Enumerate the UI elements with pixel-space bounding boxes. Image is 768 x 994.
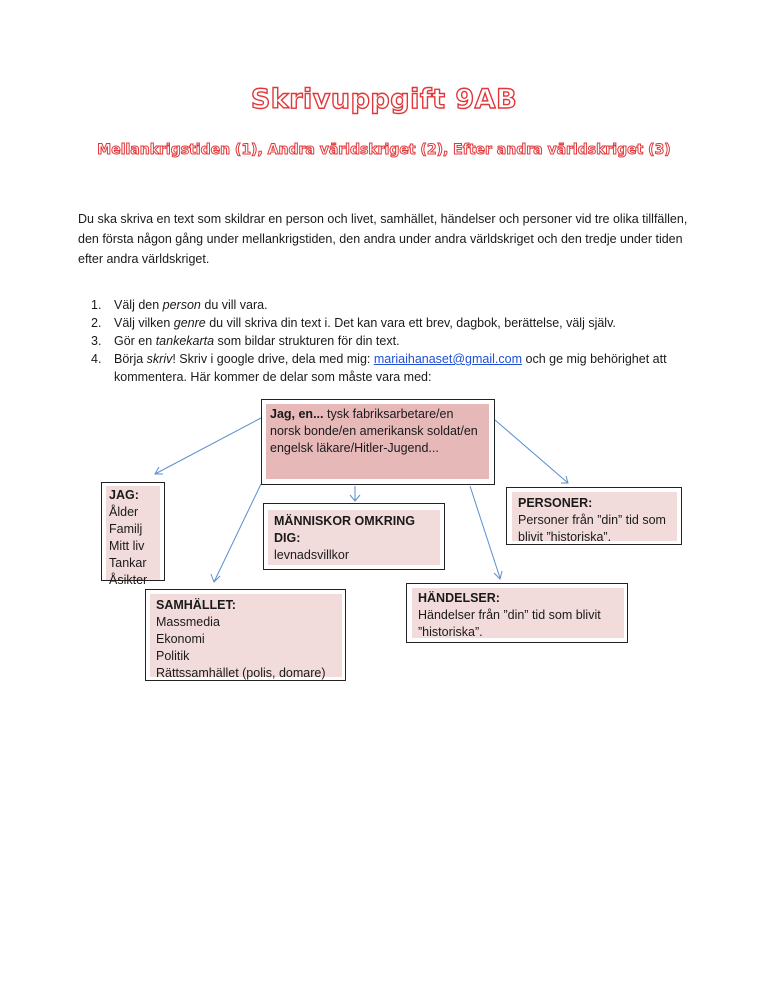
handelser-box [406,583,628,643]
arrowhead [494,571,502,579]
step-emphasis: genre [173,316,206,330]
step-number: 1. [91,298,102,312]
step-number: 4. [91,352,102,366]
arrow-to-samhallet [214,484,261,582]
manniskor-box-content [268,510,440,565]
arrowhead [561,476,568,483]
step-text: Välj den [114,298,163,312]
step-emphasis: person [162,298,201,312]
arrow-to-jag [155,418,261,474]
intro-paragraph: Du ska skriva en text som skildrar en person och livet, samhället, händelser och personer vid tre olika tillfällen, den första någon gång under mellankrigstiden, den andra under andra världskriget och den tredje under tiden efter andra världskriget. [78,212,688,266]
samhallet-box-content [150,594,342,680]
step-emphasis: tankekarta [155,334,215,348]
handelser-box-content [412,588,624,638]
list-item [78,332,688,350]
list-item [78,350,688,386]
arrow-to-handelser [470,486,500,578]
manniskor-box-text: levnadsvillkor [274,548,350,562]
step-number: 3. [91,334,102,348]
personer-box-content [512,492,677,544]
center-box-content [266,404,489,479]
step-text: du vill skriva din text i. Det kan vara ett brev, dagbok, berättelse, välj själv. [205,316,616,330]
list-item: Ekonomi [156,632,205,646]
step-text: som bildar strukturen för din text. [214,334,400,348]
samhallet-box [145,589,346,681]
arrowhead [155,467,163,474]
step-number: 2. [91,316,102,330]
list-item: Åsikter [109,573,148,587]
handelser-box-heading: HÄNDELSER: [418,591,500,605]
arrowhead [211,574,220,582]
steps-list [78,296,688,386]
jag-box-content [106,486,160,587]
list-item [78,314,688,332]
list-item: Familj [109,522,143,536]
list-item: Tankar [109,556,147,570]
email-link[interactable]: mariaihanaset@gmail.com [373,352,523,366]
step-emphasis: skriv [146,352,173,366]
page-subtitle: Mellankrigstiden (1), Andra världskriget (2), Efter andra världskriget (3) [97,142,671,158]
handelser-box-text: Händelser från ”din” tid som blivit ”historiska”. [418,608,601,639]
personer-box-heading: PERSONER: [518,496,593,510]
list-item: Massmedia [156,615,220,629]
jag-box [101,482,165,587]
samhallet-box-heading: SAMHÄLLET: [156,598,236,612]
manniskor-box [263,503,445,570]
list-item: Ålder [109,505,139,519]
personer-box [506,487,682,545]
arrow-to-personer [495,420,568,483]
step-text: du vill vara. [200,298,268,312]
center-box-heading: Jag, en... [270,407,324,421]
list-item: Mitt liv [109,539,145,553]
step-text: och ge mig behörighet att kommentera. Här kommer de delar som måste vara med: [114,352,667,384]
personer-box-text: Personer från ”din” tid som blivit ”historiska”. [518,513,666,544]
arrowhead [350,495,360,501]
manniskor-box-heading-line2: DIG: [274,531,301,545]
center-box [261,399,495,485]
jag-box-heading: JAG: [109,488,139,502]
step-text: Välj vilken [114,316,174,330]
page-title: Skrivuppgift 9AB [250,84,518,115]
center-box-text: tysk fabriksarbetare/en norsk bonde/en amerikansk soldat/en engelsk läkare/Hitler-Jugend... [270,407,478,455]
list-item [78,296,688,314]
list-item: Rättssamhället (polis, domare) [156,666,326,680]
list-item: Politik [156,649,190,663]
step-text: ! Skriv i google drive, dela med mig: [172,352,374,366]
manniskor-box-heading: MÄNNISKOR OMKRING [274,514,415,528]
step-text: Gör en [114,334,156,348]
step-text: Börja [114,352,147,366]
